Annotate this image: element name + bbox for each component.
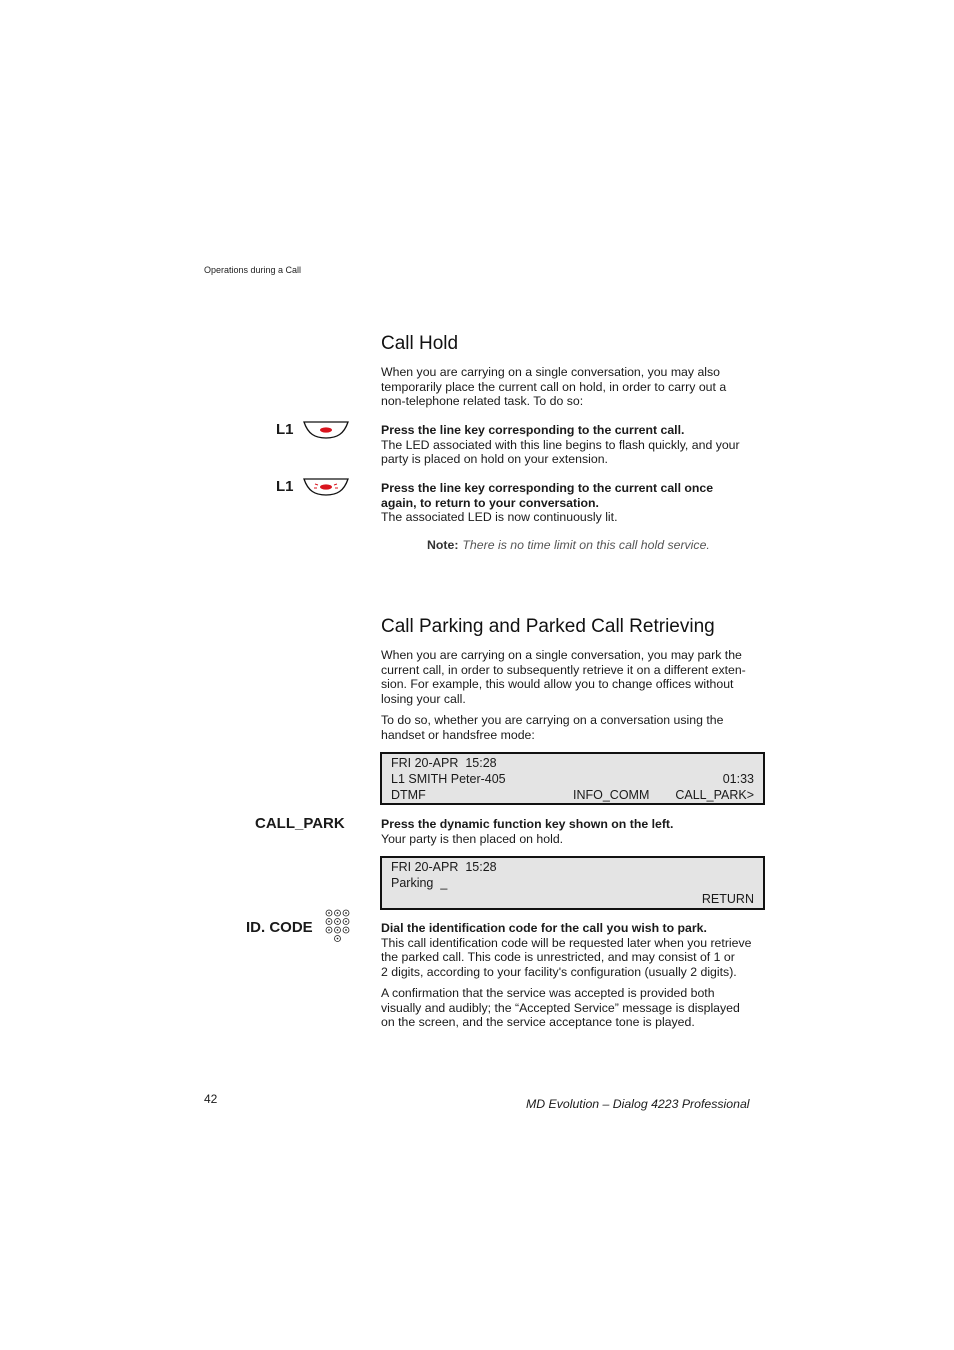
key-label-l1: L1	[276, 421, 294, 438]
text-line: losing your call.	[381, 691, 466, 706]
text-line: sion. For example, this would allow you to change offices without	[381, 677, 734, 692]
instruction: Press the dynamic function key shown on the left.	[381, 817, 674, 831]
softkey-info-comm[interactable]: INFO_COMM	[573, 788, 650, 802]
instruction: Dial the identification code for the call you wish to park.	[381, 921, 707, 935]
instruction: Press the line key corresponding to the current call.	[381, 423, 685, 437]
text-line: The LED associated with this line begins to flash quickly, and your	[381, 437, 740, 452]
call-parking-step1	[381, 817, 753, 846]
line-key-led-flashing-icon	[303, 478, 349, 496]
footer-product: MD Evolution – Dialog 4223 Professional	[526, 1097, 750, 1111]
softkey-call-park[interactable]: CALL_PARK>	[675, 788, 754, 802]
text-line: party is placed on hold on your extension.	[381, 452, 608, 467]
text-line: non-telephone related task. To do so:	[381, 394, 584, 409]
text-line: When you are carrying on a single conversation, you may also	[381, 365, 721, 379]
instruction: again, to return to your conversation.	[381, 495, 599, 510]
text-line: on the screen, and the service acceptance tone is played.	[381, 1015, 695, 1030]
text-line: The associated LED is now continuously lit.	[381, 510, 618, 525]
text-line: current call, in order to subsequently retrieve it on a different exten-	[381, 662, 746, 677]
display-softkeys	[391, 891, 754, 907]
call-parking-confirmation	[381, 986, 753, 1030]
section-title-call-parking: Call Parking and Parked Call Retrieving	[381, 616, 715, 637]
key-label-id-code: ID. CODE	[246, 919, 313, 936]
call-parking-intro	[381, 648, 753, 706]
running-header: Operations during a Call	[204, 265, 302, 275]
call-hold-step2	[381, 481, 753, 525]
key-label-call-park: CALL_PARK	[255, 815, 345, 832]
display-date: FRI 20-APR 15:28	[391, 860, 497, 874]
phone-display-parking	[380, 856, 765, 910]
note	[427, 538, 710, 552]
key-label-l1: L1	[276, 478, 294, 495]
softkey-return[interactable]: RETURN	[701, 892, 754, 906]
display-row	[391, 755, 754, 771]
phone-display-call	[380, 752, 765, 805]
display-softkeys	[391, 787, 754, 803]
text-line: temporarily place the current call on hold, in order to carry out a	[381, 379, 727, 394]
display-row	[391, 859, 754, 875]
line-key-led-steady-icon	[303, 421, 349, 439]
display-row	[391, 771, 754, 787]
text-line: the parked call. This code is unrestricted, and may consist of 1 or	[381, 950, 735, 965]
display-date: FRI 20-APR 15:28	[391, 756, 497, 770]
call-hold-step1	[381, 423, 753, 467]
text-line: visually and audibly; the “Accepted Service” message is displayed	[381, 1000, 740, 1015]
display-row	[391, 875, 754, 891]
text-line: Your party is then placed on hold.	[381, 831, 564, 846]
display-parking-prompt: Parking _	[391, 876, 448, 890]
note-text: There is no time limit on this call hold service.	[462, 538, 710, 552]
section-title-call-hold: Call Hold	[381, 333, 459, 354]
display-duration: 01:33	[722, 772, 754, 786]
text-line: To do so, whether you are carrying on a conversation using the	[381, 713, 724, 727]
call-parking-intro2	[381, 713, 753, 742]
page-number: 42	[204, 1092, 218, 1106]
text-line: This call identification code will be requested later when you retrieve	[381, 935, 752, 950]
softkey-dtmf[interactable]: DTMF	[391, 788, 426, 802]
instruction: Press the line key corresponding to the current call once	[381, 481, 714, 495]
text-line: handset or handsfree mode:	[381, 727, 535, 742]
call-hold-intro	[381, 365, 753, 409]
call-parking-step2	[381, 921, 753, 979]
display-caller: L1 SMITH Peter-405	[391, 772, 506, 786]
text-line: A confirmation that the service was accepted is provided both	[381, 986, 715, 1000]
note-label: Note:	[427, 538, 459, 552]
text-line: When you are carrying on a single conversation, you may park the	[381, 648, 742, 662]
keypad-icon	[325, 909, 351, 945]
text-line: 2 digits, according to your facility's configuration (usually 2 digits).	[381, 964, 737, 979]
